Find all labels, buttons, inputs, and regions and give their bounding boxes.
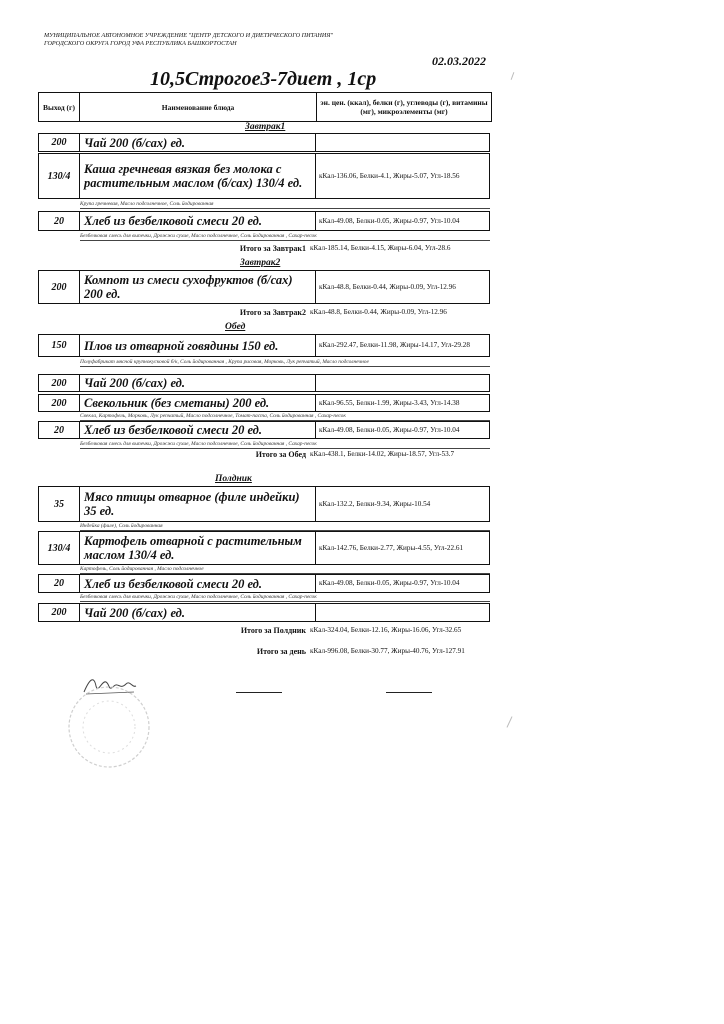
row-output: 200 [39,271,80,303]
organization-name: МУНИЦИПАЛЬНОЕ АВТОНОМНОЕ УЧРЕЖДЕНИЕ "ЦЕНТР ДЕТСКОГО И ДИЕТИЧЕСКОГО ПИТАНИЯ" ГОРОДСКОГО ОКРУГА ГОРОД УФА РЕСПУБЛИКА БАШКОРТОСТАН [44,32,334,47]
section-poldnik: Полдник [215,474,252,484]
scan-mark [511,72,515,80]
row-dish: Хлеб из безбелковой смеси 20 ед. [80,212,316,230]
total-value: кКал-996.08, Белки-30.77, Жиры-40.76, Угл-127.91 [310,647,465,655]
ingredients-note: Крупа гречневая, Масло подсолнечное, Соль йодированная [80,201,490,209]
header-nutrition: эн. цен. (ккал), белки (г), углеводы (г), витамины (мг), микроэлементы (мг) [320,98,488,116]
row-output: 20 [39,422,80,438]
row-nutrition: кКал-48.8, Белки-0.44, Жиры-0.09, Угл-12.96 [319,282,456,291]
section-zavtrak1: Завтрак1 [245,122,286,132]
total-value: кКал-438.1, Белки-14.02, Жиры-18.57, Угл-53.7 [310,450,455,458]
document-date: 02.03.2022 [432,54,486,68]
table-row [38,133,490,152]
page-title: 10,5Строгое3-7диет , 1ср [150,68,377,90]
row-nutrition: кКал-292.47, Белки-11.98, Жиры-14.17, Угл-29.28 [319,341,470,349]
row-dish: Хлеб из безбелковой смеси 20 ед. [80,575,316,592]
table-row [38,421,490,439]
ingredients-note: Картофель, Соль йодированная , Масло подсолнечное [80,566,490,574]
row-output: 130/4 [39,154,80,198]
row-dish: Свекольник (без сметаны) 200 ед. [80,395,316,411]
row-dish: Чай 200 (б/сах) ед. [80,134,316,151]
table-row [38,603,490,622]
row-output: 20 [39,212,80,230]
row-output: 200 [39,375,80,391]
section-zavtrak2: Завтрак2 [240,258,281,268]
table-header [38,92,492,122]
total-label: Итого за Полдник [240,626,306,635]
table-row [38,574,490,593]
signature-line [236,692,282,693]
row-dish: Хлеб из безбелковой смеси 20 ед. [80,422,316,438]
section-obed: Обед [225,322,246,332]
ingredients-note: Индейка (филе), Соль йодированная [80,523,490,531]
row-nutrition: кКал-49.08, Белки-0.05, Жиры-0.97, Угл-10.04 [319,425,460,434]
total-value: кКал-185.14, Белки-4.15, Жиры-6.04, Угл-28.6 [310,244,451,252]
row-output: 35 [39,487,80,521]
row-nutrition: кКал-132.2, Белки-9.34, Жиры-10.54 [319,499,431,508]
row-nutrition: кКал-96.55, Белки-1.99, Жиры-3.43, Угл-14.38 [319,398,460,407]
header-dish: Наименование блюда [80,93,317,121]
row-nutrition [316,134,489,151]
signature-line [386,692,432,693]
total-day [70,647,490,656]
table-row [38,270,490,304]
row-dish: Мясо птицы отварное (филе индейки) 35 ед. [80,487,316,521]
table-row [38,531,490,565]
table-row [38,153,490,199]
total-label: Итого за Завтрак1 [239,244,306,253]
row-dish: Плов из отварной говядины 150 ед. [80,335,316,356]
row-output: 150 [39,335,80,356]
row-dish: Картофель отварной с растительным маслом 130/4 ед. [80,532,316,564]
table-row [38,394,490,412]
row-output: 200 [39,395,80,411]
header-output: Выход (г) [39,93,80,121]
ingredients-note: Безбелковая смесь для выпечки, Дрожжи сухие, Масло подсолнечное, Соль йодированная , Сахар-песок [80,233,490,241]
table-row [38,334,490,357]
scan-mark [507,716,513,727]
total-poldnik [70,626,490,635]
row-nutrition: кКал-49.08, Белки-0.05, Жиры-0.97, Угл-10.04 [319,579,460,587]
ingredients-note: Полуфабрикат мясной крупнокусковой б/к, Соль йодированная , Крупа рисовая, Морковь, Лук репчатый, Масло подсолнечное [80,359,490,367]
row-nutrition [316,375,489,391]
ingredients-note: Свекла, Картофель, Морковь, Лук репчатый, Масло подсолнечное, Томат-паста, Соль йодированная , Сахар-песок [80,413,490,421]
total-label: Итого за день [256,647,306,656]
table-row [38,374,490,392]
total-zavtrak2 [70,308,490,317]
total-label: Итого за Завтрак2 [239,308,306,317]
stamp-image [64,682,154,772]
table-row [38,211,490,231]
total-value: кКал-48.8, Белки-0.44, Жиры-0.09, Угл-12.96 [310,308,447,316]
total-value: кКал-324.04, Белки-12.16, Жиры-16.06, Угл-32.65 [310,626,462,634]
row-nutrition: кКал-142.76, Белки-2.77, Жиры-4.55, Угл-22.61 [319,543,464,552]
row-output: 200 [39,134,80,151]
row-nutrition: кКал-49.08, Белки-0.05, Жиры-0.97, Угл-10.04 [319,216,460,225]
row-dish: Чай 200 (б/сах) ед. [80,375,316,391]
row-dish: Компот из смеси сухофруктов (б/сах) 200 ед. [80,271,316,303]
row-dish: Каша гречневая вязкая без молока с растительным маслом (б/сах) 130/4 ед. [80,154,316,198]
row-output: 200 [39,604,80,621]
row-output: 130/4 [39,532,80,564]
ingredients-note: Безбелковая смесь для выпечки, Дрожжи сухие, Масло подсолнечное, Соль йодированная , Сахар-песок [80,441,490,449]
row-nutrition [316,604,489,621]
table-row [38,486,490,522]
total-zavtrak1 [70,244,490,253]
row-output: 20 [39,575,80,592]
total-obed [70,450,490,459]
row-dish: Чай 200 (б/сах) ед. [80,604,316,621]
total-label: Итого за Обед [255,450,306,459]
ingredients-note: Безбелковая смесь для выпечки, Дрожжи сухие, Масло подсолнечное, Соль йодированная , Сахар-песок [80,594,490,602]
row-nutrition: кКал-136.06, Белки-4.1, Жиры-5.07, Угл-18.56 [319,171,460,180]
